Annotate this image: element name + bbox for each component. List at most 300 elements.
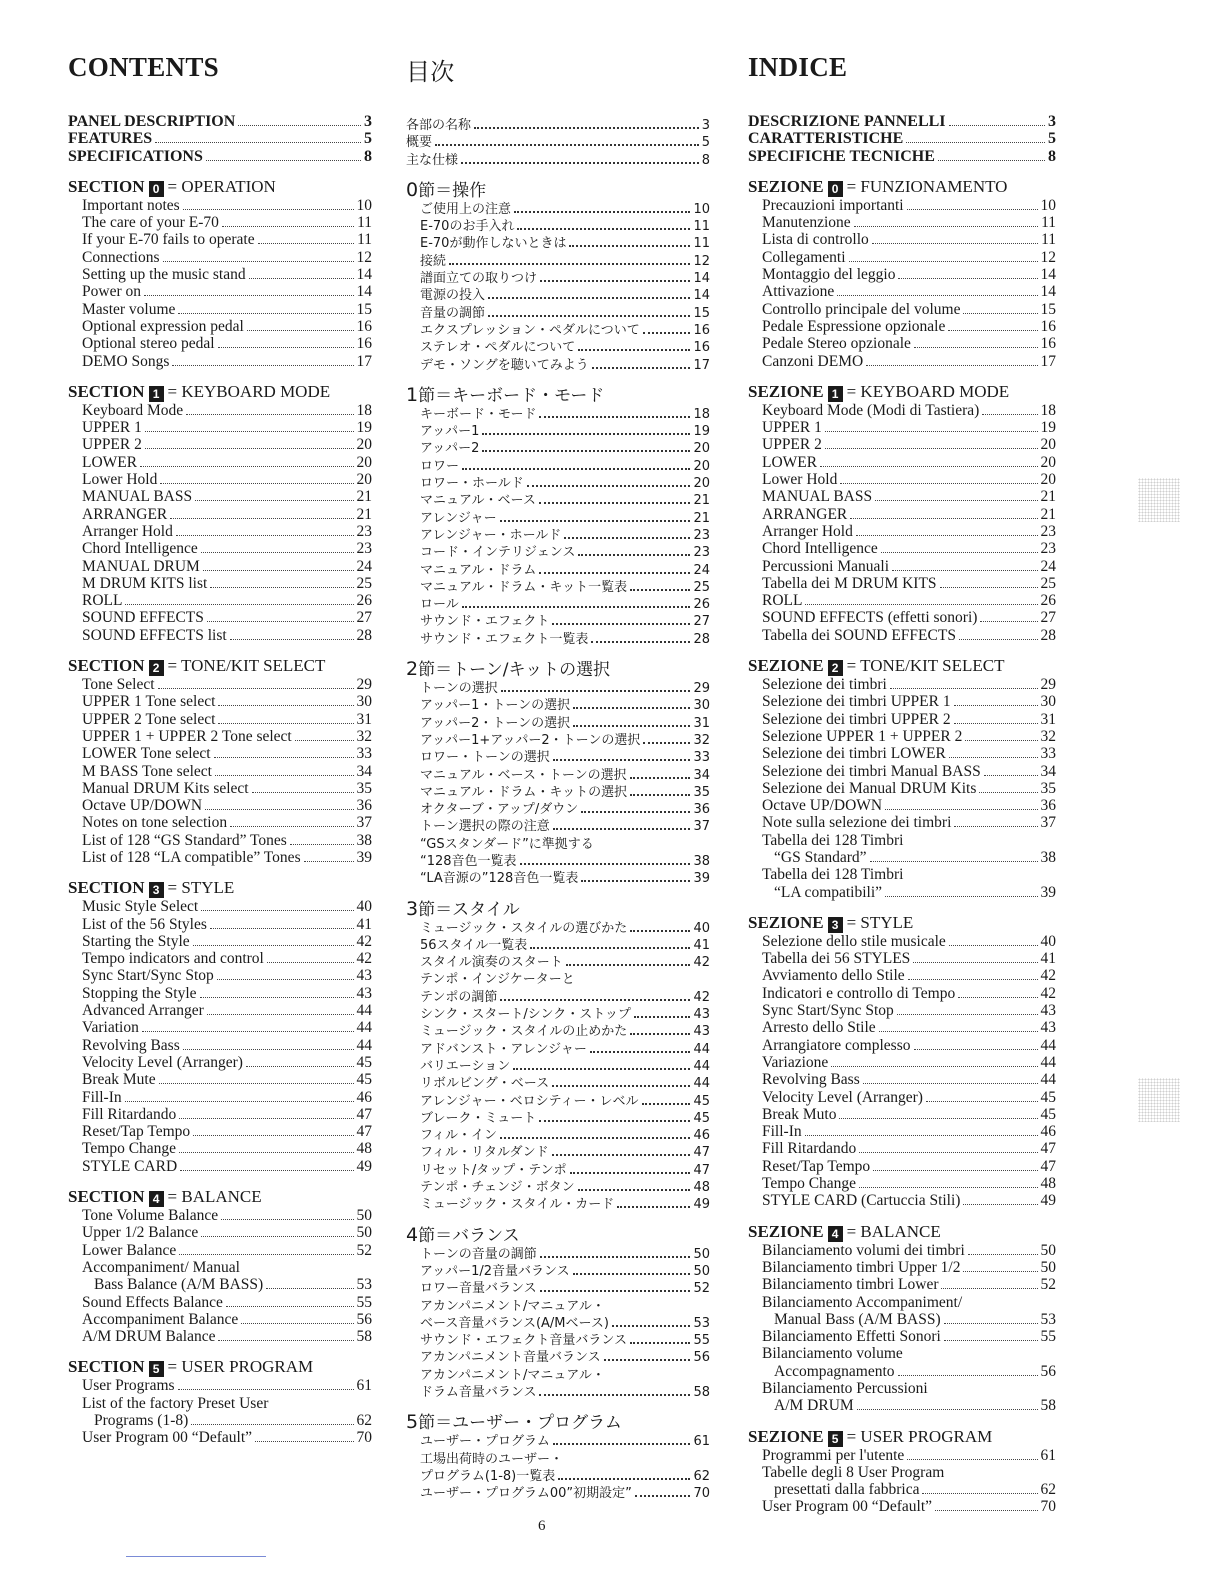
entry-page: 61	[693, 1434, 710, 1450]
entry-title: If your E-70 fails to operate	[82, 231, 255, 249]
entry-page: 29	[356, 676, 372, 694]
toc-entry	[748, 1259, 1056, 1276]
entry-page: 52	[1040, 1276, 1056, 1294]
section-heading	[406, 1223, 710, 1246]
entry-title: リセット/タップ・テンポ	[420, 1162, 567, 1178]
column-heading: INDICE	[748, 52, 848, 82]
toc-entry	[748, 436, 1056, 453]
entry-title: マニュアル・ベース・トーンの選択	[420, 767, 627, 783]
toc-entry	[748, 711, 1056, 728]
entry-title: サウンド・エフェクト一覧表	[420, 631, 589, 647]
entry-page: 15	[693, 305, 710, 321]
section-name: = TONE/KIT SELECT	[167, 656, 326, 676]
toc-entry	[68, 335, 372, 352]
toc-entry	[748, 318, 1056, 335]
entry-title: Sync Start/Sync Stop	[762, 1002, 894, 1020]
entry-page: 30	[1040, 693, 1056, 711]
toc-entry	[406, 357, 710, 374]
entry-page: 25	[693, 579, 710, 595]
toc-entry	[748, 335, 1056, 352]
toc-entry	[406, 1075, 710, 1092]
toc-entry	[748, 763, 1056, 780]
entry-title: Lower Balance	[82, 1241, 177, 1259]
entry-title: キーボード・モード	[420, 406, 537, 422]
toc-entry	[68, 318, 372, 335]
toc-entry	[748, 1447, 1056, 1464]
section-name: 節＝操作	[418, 180, 487, 201]
entry-page: 56	[356, 1310, 372, 1328]
entry-title: スタイル演奏のスタート	[420, 955, 563, 971]
toc-entry	[68, 214, 372, 231]
section-word: SEZIONE	[748, 912, 824, 932]
dot-leader	[805, 604, 1037, 605]
dot-leader	[839, 1118, 1037, 1119]
toc-groups	[748, 113, 1056, 1516]
entry-page: 12	[693, 253, 710, 269]
dot-leader	[163, 261, 354, 262]
entry-title: 概要	[406, 135, 433, 151]
toc-entry	[748, 1345, 1056, 1362]
section-name: = STYLE	[167, 878, 235, 898]
dot-leader	[890, 688, 1038, 689]
entry-page: 3	[364, 113, 372, 130]
toc-section	[406, 1413, 710, 1502]
toc-entry	[68, 436, 372, 453]
entry-page: 39	[693, 871, 710, 887]
entry-title: Fill-In	[82, 1088, 122, 1106]
entry-page: 37	[356, 814, 372, 832]
toc-entry	[406, 784, 710, 801]
dot-leader	[488, 315, 690, 317]
entry-page: 25	[356, 574, 372, 592]
toc-entry	[406, 920, 710, 937]
entry-page: 31	[693, 715, 710, 731]
entry-page: 46	[1040, 1123, 1056, 1141]
entry-page: 34	[356, 762, 372, 780]
entry-title: Accompaniment Balance	[82, 1310, 239, 1328]
entry-title: Montaggio del leggio	[762, 266, 896, 284]
entry-page: 53	[356, 1276, 372, 1294]
dot-leader	[922, 1493, 1037, 1494]
entry-title: Fill Ritardando	[762, 1140, 857, 1158]
toc-entry	[68, 676, 372, 693]
toc-entry	[748, 1019, 1056, 1036]
entry-title: Arranger Hold	[82, 522, 173, 540]
dot-leader	[527, 485, 691, 487]
entry-page: 16	[693, 340, 710, 356]
entry-title: フィル・リタルダンド	[420, 1145, 549, 1161]
entry-page: 20	[356, 436, 372, 454]
toc-entry	[406, 544, 710, 561]
section-heading	[748, 382, 1056, 402]
toc-entry	[406, 1468, 710, 1485]
entry-title: テンポ・インジケーターと	[420, 972, 575, 988]
dot-leader	[205, 809, 353, 810]
dot-leader	[570, 1172, 691, 1174]
dot-leader	[501, 690, 691, 692]
dot-leader	[954, 723, 1038, 724]
entry-page: 20	[693, 458, 710, 474]
section-heading	[68, 382, 372, 402]
toc-entry	[68, 231, 372, 248]
entry-title: Manual DRUM Kits select	[82, 779, 249, 797]
dot-leader	[553, 1443, 691, 1445]
dot-leader	[474, 127, 699, 129]
entry-title: Setting up the music stand	[82, 266, 246, 284]
entry-page: 47	[356, 1105, 372, 1123]
dot-leader	[290, 844, 354, 845]
toc-entry	[406, 870, 710, 887]
toc-entry	[406, 1093, 710, 1110]
toc-entry	[748, 780, 1056, 797]
entry-title: SOUND EFFECTS list	[82, 626, 227, 644]
entry-title: マニュアル・ベース	[420, 493, 536, 509]
contents-column-italian	[748, 52, 1056, 1528]
dot-leader	[872, 243, 1038, 244]
toc-entry	[406, 201, 710, 218]
entry-title: Tabelle degli 8 User Program	[762, 1463, 945, 1481]
dot-leader	[140, 466, 353, 467]
dot-leader	[581, 880, 690, 882]
dot-leader	[926, 1101, 1038, 1102]
toc-section	[748, 113, 1056, 165]
dot-leader	[530, 947, 690, 949]
dot-leader	[914, 1049, 1038, 1050]
entry-page: 14	[1040, 283, 1056, 301]
entry-page: 47	[693, 1162, 710, 1178]
section-word: SEZIONE	[748, 381, 824, 401]
entry-title: Attivazione	[762, 283, 835, 301]
entry-title: Programs (1-8)	[94, 1412, 189, 1429]
dot-leader	[897, 1014, 1038, 1015]
toc-entry	[68, 488, 372, 505]
toc-entry	[68, 1054, 372, 1071]
entry-title: Indicatori e controllo di Tempo	[762, 984, 956, 1002]
dot-leader	[246, 1066, 354, 1067]
dot-leader	[145, 448, 354, 449]
entry-page: 16	[356, 335, 372, 353]
entry-title: A/M DRUM	[774, 1397, 854, 1415]
entry-page: 32	[693, 732, 710, 748]
toc-entry	[68, 1429, 372, 1446]
entry-title: Controllo principale del volume	[762, 300, 961, 318]
entry-title: マニュアル・ドラム	[420, 562, 537, 578]
toc-entry	[406, 853, 710, 870]
toc-entry	[68, 693, 372, 710]
entry-page: 48	[1040, 1175, 1056, 1193]
entry-title: Selezione dello stile musicale	[762, 932, 946, 950]
entry-title: Arrangiatore complesso	[762, 1036, 911, 1054]
toc-entry	[748, 454, 1056, 471]
entry-title: Variazione	[762, 1053, 829, 1071]
dot-leader	[968, 1254, 1038, 1255]
toc-entry	[68, 1071, 372, 1088]
entry-title: Advanced Arranger	[82, 1002, 204, 1020]
dot-leader	[180, 1170, 353, 1171]
dot-leader	[805, 1135, 1038, 1136]
entry-page: 14	[356, 283, 372, 301]
section-word: SEZIONE	[748, 656, 824, 676]
entry-page: 18	[356, 401, 372, 419]
scan-edge-line	[126, 1556, 266, 1557]
entry-title: Notes on tone selection	[82, 814, 228, 832]
entry-page: 27	[356, 609, 372, 627]
section-number: 1	[149, 386, 164, 402]
dot-leader	[160, 483, 353, 484]
toc-entry	[406, 1110, 710, 1127]
entry-page: 17	[693, 357, 710, 373]
dot-leader	[578, 1189, 691, 1191]
entry-page: 50	[1040, 1258, 1056, 1276]
entry-page: 21	[693, 493, 710, 509]
dot-leader	[540, 280, 690, 282]
toc-entry	[406, 697, 710, 714]
section-number: 2	[828, 660, 843, 676]
dot-leader	[581, 811, 690, 813]
toc-entry	[748, 402, 1056, 419]
entry-title: Bilanciamento Percussioni	[762, 1380, 928, 1397]
dot-leader	[840, 483, 1037, 484]
entry-page: 27	[1040, 609, 1056, 627]
toc-entry	[406, 475, 710, 492]
toc-entry	[68, 1089, 372, 1106]
section-word: SECTION	[68, 656, 145, 676]
entry-page: 33	[1040, 745, 1056, 763]
entry-title: マニュアル・ドラム・キット一覧表	[420, 579, 628, 595]
toc-entry	[748, 214, 1056, 231]
entry-title: UPPER 2	[762, 436, 822, 454]
entry-page: 40	[1040, 932, 1056, 950]
dot-leader	[552, 623, 690, 625]
entry-title: ロール	[420, 597, 459, 613]
dot-leader	[201, 552, 354, 553]
dot-leader	[552, 1085, 690, 1087]
toc-entry	[68, 898, 372, 915]
dot-leader	[500, 520, 691, 522]
dot-leader	[200, 997, 354, 998]
entry-title: リボルビング・ベース	[420, 1076, 550, 1092]
dot-leader	[193, 945, 354, 946]
toc-section	[748, 382, 1056, 644]
section-number: 2	[149, 660, 164, 676]
toc-entry	[748, 488, 1056, 505]
entry-title: Bilanciamento timbri Lower	[762, 1276, 939, 1294]
entry-page: 44	[356, 1036, 372, 1054]
dot-leader	[863, 1083, 1038, 1084]
toc-entry	[748, 523, 1056, 540]
dot-leader	[979, 792, 1037, 793]
entry-page: 40	[693, 920, 710, 936]
toc-entry	[748, 884, 1056, 901]
toc-entry	[406, 1367, 710, 1384]
entry-page: 17	[356, 352, 372, 370]
entry-page: 14	[1040, 266, 1056, 284]
toc-entry	[406, 235, 710, 252]
dot-leader	[831, 1066, 1037, 1067]
toc-entry	[748, 1123, 1056, 1140]
dot-leader	[630, 589, 690, 591]
dot-leader	[892, 570, 1038, 571]
entry-title: Fill-In	[762, 1123, 802, 1141]
entry-title: トーン選択の際の注意	[420, 819, 550, 835]
entry-title: Selezione UPPER 1 + UPPER 2	[762, 727, 963, 745]
entry-title: Percussioni Manuali	[762, 557, 889, 575]
entry-title: 音量の調節	[420, 305, 486, 321]
dot-leader	[178, 1389, 354, 1390]
entry-page: 38	[356, 831, 372, 849]
entry-title: ロワー・ホールド	[420, 476, 524, 492]
toc-entry	[406, 579, 710, 596]
entry-page: 23	[356, 522, 372, 540]
entry-page: 20	[1040, 471, 1056, 489]
toc-entry	[748, 1276, 1056, 1293]
scan-speckle	[1138, 1078, 1180, 1122]
entry-page: 8	[1048, 147, 1056, 165]
dot-leader	[907, 209, 1038, 210]
toc-entry	[406, 287, 710, 304]
entry-page: 45	[693, 1110, 710, 1126]
dot-leader	[944, 1340, 1038, 1341]
entry-title: DESCRIZIONE PANNELLI	[748, 113, 946, 130]
toc-entry	[748, 301, 1056, 318]
entry-title: アカンパニメント音量バランス	[420, 1350, 601, 1366]
section-word: SECTION	[68, 878, 145, 898]
entry-title: オクターブ・アップ/ダウン	[420, 802, 579, 818]
dot-leader	[222, 226, 354, 227]
entry-page: 16	[1040, 317, 1056, 335]
toc-entry	[748, 1002, 1056, 1019]
section-name: = KEYBOARD MODE	[846, 381, 1010, 401]
entry-page: 36	[356, 797, 372, 815]
dot-leader	[488, 297, 690, 299]
entry-title: Stopping the Style	[82, 984, 197, 1002]
entry-page: 42	[693, 989, 710, 1005]
entry-page: 16	[693, 322, 710, 338]
toc-entry	[406, 749, 710, 766]
toc-entry	[748, 231, 1056, 248]
toc-entry	[406, 1349, 710, 1366]
dot-leader	[635, 1495, 691, 1497]
entry-page: 49	[1040, 1192, 1056, 1210]
entry-page: 41	[356, 915, 372, 933]
dot-leader	[540, 1256, 691, 1258]
dot-leader	[857, 1409, 1038, 1410]
toc-entry	[68, 558, 372, 575]
entry-title: ユーザー・プログラム	[420, 1434, 550, 1450]
section-word: SECTION	[68, 381, 145, 401]
section-heading	[68, 656, 372, 676]
entry-title: “128音色一覧表	[420, 853, 517, 869]
toc-entry	[406, 440, 710, 457]
entry-title: Velocity Level (Arranger)	[82, 1053, 243, 1071]
entry-title: Revolving Bass	[82, 1036, 180, 1054]
toc-entry	[748, 592, 1056, 609]
entry-title: テンポの調節	[420, 989, 498, 1005]
toc-entry	[406, 1006, 710, 1023]
entry-title: フィル・イン	[420, 1128, 497, 1144]
toc-entry	[748, 558, 1056, 575]
entry-title: Avviamento dello Stile	[762, 967, 905, 985]
entry-page: 3	[1048, 113, 1056, 130]
section-number: 4	[406, 1223, 419, 1246]
scan-speckle	[1138, 478, 1180, 522]
toc-entry	[406, 1041, 710, 1058]
entry-title: List of 128 “GS Standard” Tones	[82, 831, 287, 849]
entry-title: ARRANGER	[762, 505, 848, 523]
entry-title: List of the 56 Styles	[82, 915, 207, 933]
entry-page: 29	[693, 681, 710, 697]
section-heading	[748, 1427, 1056, 1447]
toc-section	[68, 177, 372, 370]
toc-entry	[748, 832, 1056, 849]
dot-leader	[482, 433, 690, 435]
entry-page: 30	[693, 698, 710, 714]
entry-page: 43	[693, 1024, 710, 1040]
entry-page: 58	[693, 1385, 710, 1400]
section-number: 0	[149, 181, 164, 197]
section-number: 0	[406, 178, 419, 201]
dot-leader	[825, 448, 1038, 449]
dot-leader	[142, 1031, 354, 1032]
dot-leader	[907, 1459, 1037, 1460]
entry-page: 49	[356, 1157, 372, 1175]
toc-entry	[748, 113, 1056, 130]
entry-title: Bilanciamento timbri Upper 1/2	[762, 1258, 961, 1276]
toc-entry	[748, 676, 1056, 693]
toc-groups	[68, 113, 372, 1447]
entry-title: 接続	[420, 253, 447, 269]
dot-leader	[870, 861, 1038, 862]
entry-title: Keyboard Mode	[82, 401, 184, 419]
toc-entry	[406, 1196, 710, 1213]
toc-entry	[406, 1485, 710, 1502]
dot-leader	[247, 330, 354, 331]
dot-leader	[630, 1033, 690, 1035]
page-number: 6	[538, 1518, 546, 1534]
toc-entry	[68, 402, 372, 419]
toc-entry	[748, 866, 1056, 883]
section-name: = USER PROGRAM	[846, 1426, 993, 1446]
section-number: 1	[406, 383, 419, 406]
toc-entry	[406, 1263, 710, 1280]
dot-leader	[898, 278, 1037, 279]
dot-leader	[218, 705, 353, 706]
entry-page: 45	[356, 1071, 372, 1089]
section-word: SECTION	[68, 1187, 145, 1207]
entry-title: E-70のお手入れ	[420, 219, 515, 235]
toc-entry	[406, 1315, 710, 1332]
entry-title: FEATURES	[68, 130, 153, 148]
dot-leader	[241, 1323, 353, 1324]
dot-leader	[230, 639, 354, 640]
entry-title: presettati dalla fabbrica	[774, 1481, 920, 1499]
dot-leader	[949, 945, 1038, 946]
toc-entry	[68, 728, 372, 745]
entry-title: UPPER 2 Tone select	[82, 710, 216, 728]
entry-page: 15	[1040, 300, 1056, 318]
dot-leader	[255, 1441, 353, 1442]
section-heading	[68, 878, 372, 898]
section-number: 4	[149, 1191, 164, 1207]
toc-entry	[406, 423, 710, 440]
dot-leader	[941, 1288, 1037, 1289]
entry-page: 43	[356, 967, 372, 985]
toc-entry	[406, 954, 710, 971]
entry-page: 44	[356, 1019, 372, 1037]
entry-title: Reset/Tap Tempo	[762, 1157, 871, 1175]
entry-page: 31	[356, 710, 372, 728]
toc-entry	[68, 1158, 372, 1175]
